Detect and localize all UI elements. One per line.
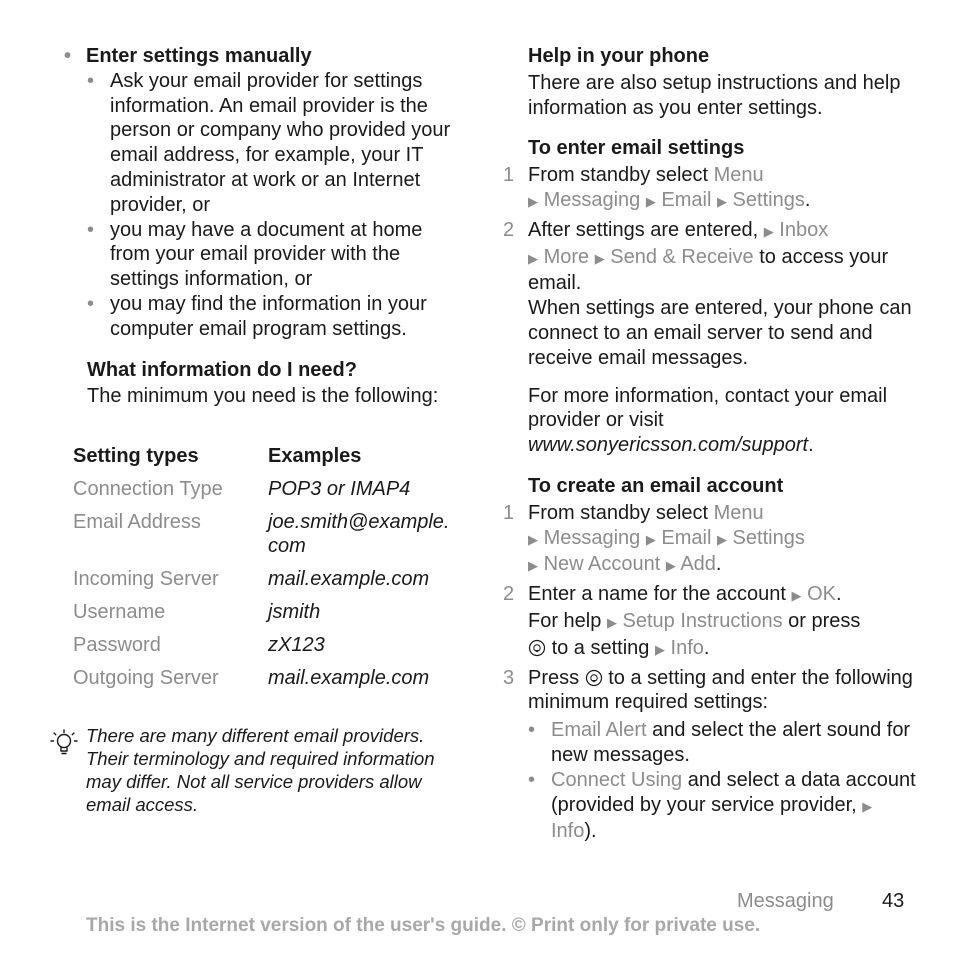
tip-note: [48, 724, 468, 816]
punctuation: ).: [584, 820, 597, 843]
footer-section-name: Messaging: [737, 890, 834, 912]
arrow-icon: ▶: [645, 193, 656, 209]
info-text: The minimum you need is the following:: [87, 385, 439, 408]
arrow-icon: ▶: [716, 531, 727, 547]
lightbulb-icon: [48, 728, 78, 758]
table-row: [73, 567, 473, 592]
left-column: [64, 44, 464, 409]
menu-item-menu: Menu: [713, 164, 764, 187]
table-cell-example: jsmith: [268, 600, 321, 623]
step-number: 1: [503, 164, 515, 187]
create-step-3: [503, 666, 923, 716]
arrow-icon: ▶: [763, 223, 774, 239]
arrow-icon: ▶: [791, 588, 802, 604]
menu-item-email: Email: [661, 526, 712, 549]
menu-item-ok: OK: [807, 583, 836, 606]
arrow-icon: ▶: [665, 558, 676, 574]
enter-step-1: [503, 163, 923, 215]
table-header-row: [73, 444, 473, 469]
menu-item-messaging: Messaging: [543, 526, 641, 549]
step-text: Enter a name for the account: [528, 583, 786, 606]
sub-bullet-1: • Ask your email provider for settings information. An email provider is the person or company who provided your email address, for example, your IT administrator at work or an Internet provider, or: [87, 69, 464, 218]
table-cell-type: Connection Type: [73, 477, 223, 500]
setting-text: and select a data account (provided by your service provider,: [551, 768, 916, 816]
table-header-examples: Examples: [268, 445, 362, 467]
menu-item-email: Email: [661, 188, 712, 211]
more-info: [528, 384, 923, 458]
arrow-icon: ▶: [528, 193, 538, 209]
enter-step-2: [503, 218, 923, 296]
create-step-1: [503, 501, 923, 579]
arrow-icon: ▶: [862, 798, 873, 814]
menu-item-more: More: [543, 245, 590, 268]
info-heading: What information do I need?: [87, 358, 357, 381]
setting-label: Connect Using: [551, 768, 683, 791]
step-number: 2: [503, 583, 515, 606]
table-row: [73, 666, 473, 691]
sub-bullet-2: • you may have a document at home from your email provider with the settings information, or: [87, 218, 464, 292]
menu-item-settings: Settings: [732, 188, 805, 211]
arrow-icon: ▶: [528, 250, 538, 266]
table-row: [73, 477, 473, 502]
required-settings-list: [528, 718, 923, 844]
setting-text: and select the alert sound for new messages.: [551, 719, 911, 766]
enter-note: When settings are entered, your phone can connect to an email server to send and receive email messages.: [528, 297, 912, 369]
menu-item-inbox: Inbox: [779, 218, 829, 241]
menu-item-menu: Menu: [713, 501, 764, 524]
table-cell-example: joe.smith@example. com: [268, 510, 450, 558]
table-cell-type: Email Address: [73, 510, 201, 533]
table-cell-example: POP3 or IMAP4: [268, 477, 411, 500]
step-number: 1: [503, 501, 515, 524]
table-header-setting-types: Setting types: [73, 445, 199, 467]
punctuation: .: [703, 636, 710, 659]
menu-item-new-account: New Account: [543, 553, 661, 576]
navigation-key-icon: [528, 639, 546, 657]
more-info-text: For more information, contact your email provider or visit: [528, 384, 888, 432]
enter-settings-heading: To enter email settings: [528, 137, 745, 160]
punctuation: .: [808, 434, 814, 457]
step-text: to a setting: [551, 636, 650, 659]
step-text: to a setting and enter the following minimum required settings:: [528, 666, 913, 714]
tip-text: There are many different email providers. Their terminology and required information may differ. Not all service providers allow email access.: [86, 725, 435, 815]
table-cell-example: mail.example.com: [268, 568, 430, 591]
table-cell-type: Username: [73, 600, 166, 623]
menu-item-info: Info: [551, 820, 585, 843]
create-account-heading: To create an email account: [528, 474, 784, 497]
required-setting-connect-using: [528, 768, 923, 844]
punctuation: .: [835, 583, 842, 606]
settings-table: [73, 444, 473, 690]
help-text: There are also setup instructions and help information as you enter settings.: [528, 71, 901, 119]
table-cell-type: Incoming Server: [73, 568, 219, 591]
help-heading: Help in your phone: [528, 45, 710, 67]
menu-item-messaging: Messaging: [543, 188, 641, 211]
step-text: From standby select: [528, 164, 709, 187]
footer-disclaimer: This is the Internet version of the user's guide. © Print only for private use.: [86, 915, 761, 936]
setting-label: Email Alert: [551, 719, 647, 742]
arrow-icon: ▶: [594, 250, 605, 266]
menu-item-info: Info: [670, 636, 704, 659]
menu-item-setup-instructions: Setup Instructions: [622, 609, 783, 632]
step-text: or press: [788, 609, 861, 632]
menu-item-settings: Settings: [732, 526, 805, 549]
arrow-icon: ▶: [654, 641, 665, 657]
step-text: Press: [528, 666, 580, 689]
step-number: 3: [503, 666, 515, 689]
page-number: 43: [882, 890, 905, 912]
step-text: to access your email.: [528, 245, 889, 295]
table-row: [73, 633, 473, 658]
info-section: [87, 358, 464, 410]
table-row: [73, 510, 473, 560]
sub-bullet-list: [87, 69, 464, 342]
arrow-icon: ▶: [606, 614, 617, 630]
step-number: 2: [503, 218, 515, 241]
arrow-icon: ▶: [645, 531, 656, 547]
help-section: [528, 44, 923, 120]
table-cell-example: mail.example.com: [268, 666, 430, 689]
punctuation: .: [715, 553, 722, 576]
step-text: After settings are entered,: [528, 218, 759, 241]
arrow-icon: ▶: [528, 558, 538, 574]
step-text: From standby select: [528, 501, 709, 524]
table-cell-example: zX123: [268, 633, 325, 656]
support-url: www.sonyericsson.com/support: [528, 434, 809, 457]
menu-item-add: Add: [680, 553, 716, 576]
step-text: For help: [528, 609, 602, 632]
create-step-2: [503, 582, 923, 662]
bullet-enter-manually: • Enter settings manually: [64, 44, 464, 69]
required-setting-email-alert: [528, 718, 923, 768]
menu-item-send-receive: Send & Receive: [610, 245, 754, 268]
right-column: [503, 44, 923, 844]
sub-bullet-3: • you may find the information in your computer email program settings.: [87, 292, 464, 342]
punctuation: .: [804, 188, 811, 211]
arrow-icon: ▶: [716, 193, 727, 209]
table-cell-type: Outgoing Server: [73, 666, 219, 689]
table-row: [73, 600, 473, 625]
navigation-key-icon: [585, 669, 603, 687]
table-cell-type: Password: [73, 633, 161, 656]
arrow-icon: ▶: [528, 531, 538, 547]
